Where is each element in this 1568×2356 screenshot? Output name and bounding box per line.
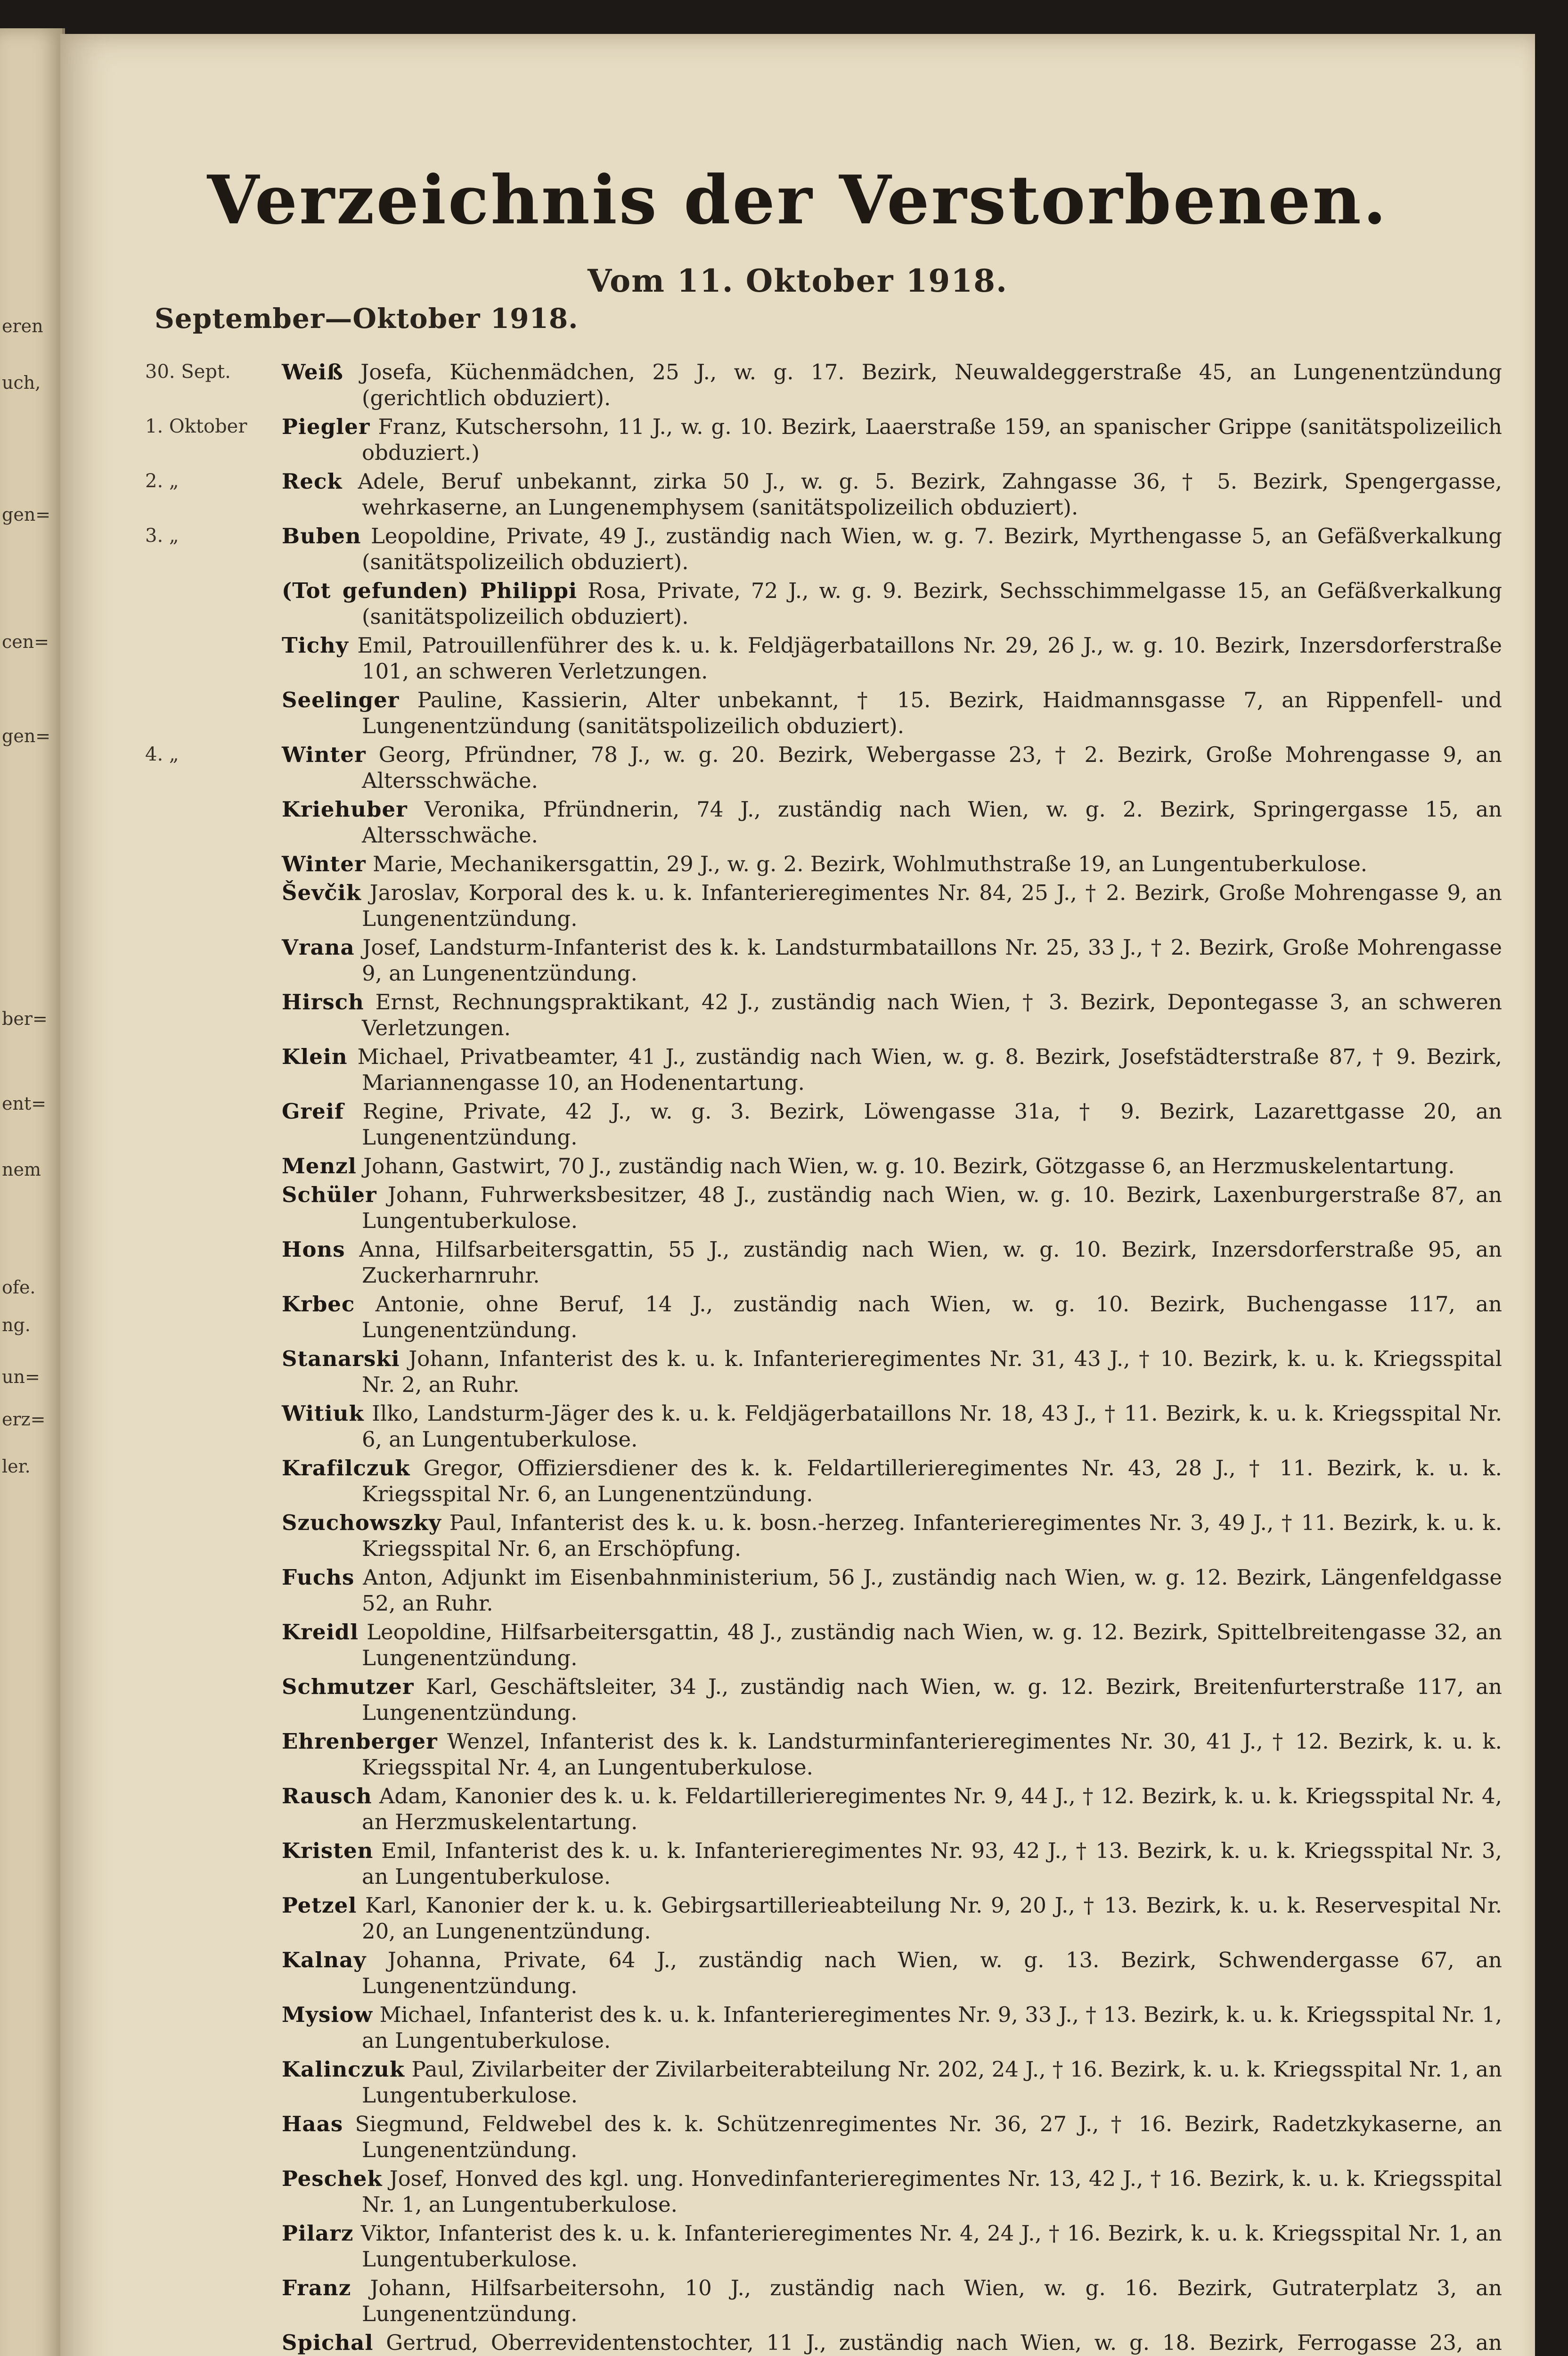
list-item <box>145 1783 1502 1835</box>
list-item <box>145 1346 1502 1398</box>
entry-name: Menzl <box>282 1153 357 1178</box>
list-item <box>145 1236 1502 1288</box>
entry-details: Michael, Infanterist des k. u. k. Infanterieregimentes Nr. 9, 33 J., † 13. Bezirk, k. u. k. Kriegsspital Nr. 1, an Lungentuberkulose. <box>362 2002 1502 2053</box>
entry-text <box>282 2220 1502 2272</box>
entry-text <box>282 468 1502 520</box>
entry-name: Petzel <box>282 1893 357 1918</box>
entry-details: Pauline, Kassierin, Alter unbekannt, † 15. Bezirk, Haidmannsgasse 7, an Rippenfell- und Lungenentzündung (sanitätspolizeilich obduziert). <box>362 687 1502 738</box>
entry-name: Kreidl <box>282 1620 359 1644</box>
entry-name: Reck <box>282 469 343 494</box>
entry-text <box>282 2056 1502 2108</box>
entry-name: Hirsch <box>282 990 364 1014</box>
entry-name: (Tot gefunden) Philippi <box>282 578 578 603</box>
entry-details: Karl, Geschäftsleiter, 34 J., zuständig nach Wien, w. g. 12. Bezirk, Breitenfurterstraße 117, an Lungenentzündung. <box>362 1674 1502 1725</box>
left-page-fragment: ng. <box>2 1315 31 1335</box>
entry-name: Witiuk <box>282 1401 364 1426</box>
list-item <box>145 934 1502 986</box>
entry-details: Josef, Landsturm-Infanterist des k. k. Landsturmbataillons Nr. 25, 33 J., † 2. Bezirk, Große Mohrengasse 9, an Lungenentzündung. <box>362 935 1502 986</box>
entry-date: 30. Sept. <box>145 361 231 383</box>
entry-details: Ernst, Rechnungspraktikant, 42 J., zuständig nach Wien, † 3. Bezirk, Depontegasse 3, an schweren Verletzungen. <box>362 990 1502 1040</box>
list-item <box>145 578 1502 630</box>
entry-name: Franz <box>282 2275 351 2300</box>
left-page-fragment: ent= <box>2 1093 47 1114</box>
left-page-fragment: uch, <box>2 372 41 393</box>
list-item <box>145 1510 1502 1562</box>
entry-text <box>282 1455 1502 1507</box>
list-item <box>145 414 1502 466</box>
entry-details: Rosa, Private, 72 J., w. g. 9. Bezirk, Sechsschimmelgasse 15, an Gefäßverkalkung (sanitätspolizeilich obduziert). <box>362 578 1503 629</box>
list-item <box>145 2220 1502 2272</box>
entry-text <box>282 523 1502 575</box>
entry-text <box>282 2111 1502 2163</box>
entry-details: Josef, Honved des kgl. ung. Honvedinfanterieregimentes Nr. 13, 42 J., † 16. Bezirk, k. u. k. Kriegsspital Nr. 1, an Lungentuberkulose. <box>362 2166 1502 2217</box>
entry-text <box>282 1674 1502 1726</box>
entry-text <box>282 2275 1502 2327</box>
entry-name: Klein <box>282 1044 348 1069</box>
entry-name: Ehrenberger <box>282 1729 438 1754</box>
list-item <box>145 2056 1502 2108</box>
entry-text <box>282 796 1502 848</box>
list-item <box>145 1728 1502 1780</box>
entry-details: Jaroslav, Korporal des k. u. k. Infanterieregimentes Nr. 84, 25 J., † 2. Bezirk, Große Mohrengasse 9, an Lungenentzündung. <box>362 880 1502 931</box>
list-item <box>145 2330 1502 2356</box>
entry-name: Szuchowszky <box>282 1510 441 1535</box>
entry-name: Pilarz <box>282 2221 354 2246</box>
entry-text <box>282 632 1502 684</box>
entry-text <box>282 1291 1502 1343</box>
entry-text <box>282 2166 1502 2217</box>
entry-text <box>282 1400 1502 1452</box>
entry-text <box>282 1346 1502 1398</box>
list-item <box>145 1044 1502 1096</box>
entry-name: Rausch <box>282 1783 372 1808</box>
entry-name: Haas <box>282 2111 343 2136</box>
entry-name: Winter <box>282 851 366 876</box>
list-item <box>145 1619 1502 1671</box>
entry-details: Siegmund, Feldwebel des k. k. Schützenregimentes Nr. 36, 27 J., † 16. Bezirk, Radetzkykaserne, an Lungenentzündung. <box>355 2111 1502 2162</box>
entry-details: Josefa, Küchenmädchen, 25 J., w. g. 17. Bezirk, Neuwaldeggerstraße 45, an Lungenentzündung (gerichtlich obduziert). <box>360 360 1502 410</box>
entry-details: Johann, Fuhrwerksbesitzer, 48 J., zuständig nach Wien, w. g. 10. Bezirk, Laxenburgerstraße 87, an Lungentuberkulose. <box>362 1182 1502 1233</box>
list-item <box>145 1098 1502 1150</box>
list-item <box>145 2002 1502 2053</box>
entry-text <box>282 880 1502 932</box>
entry-details: Adam, Kanonier des k. u. k. Feldartillerieregimentes Nr. 9, 44 J., † 12. Bezirk, k. u. k. Kriegsspital Nr. 4, an Herzmuskelentartung. <box>362 1783 1502 1834</box>
entry-name: Spichal <box>282 2330 374 2355</box>
entry-details: Veronika, Pfründnerin, 74 J., zuständig nach Wien, w. g. 2. Bezirk, Springergasse 15, an Altersschwäche. <box>362 797 1503 848</box>
entry-details: Leopoldine, Hilfsarbeitersgattin, 48 J., zuständig nach Wien, w. g. 12. Bezirk, Spittelbreitengasse 32, an Lungenentzündung. <box>362 1620 1502 1670</box>
entry-text <box>282 1947 1502 1999</box>
entry-text <box>282 1564 1502 1616</box>
page-subtitle: Vom 11. Oktober 1918. <box>587 262 1008 299</box>
entry-name: Schmutzer <box>282 1674 414 1699</box>
entry-text <box>282 359 1502 411</box>
list-item <box>145 2275 1502 2327</box>
entry-name: Winter <box>282 742 366 767</box>
entry-date: 3. „ <box>145 525 179 547</box>
entry-name: Kalinczuk <box>282 2057 405 2082</box>
entry-details: Georg, Pfründner, 78 J., w. g. 20. Bezirk, Webergasse 23, † 2. Bezirk, Große Mohrengasse 9, an Altersschwäche. <box>362 742 1502 793</box>
entry-details: Antonie, ohne Beruf, 14 J., zuständig nach Wien, w. g. 10. Bezirk, Buchengasse 117, an Lungenentzündung. <box>362 1292 1502 1342</box>
list-item <box>145 851 1502 877</box>
left-page-fragment: erz= <box>2 1409 46 1430</box>
list-item <box>145 468 1502 520</box>
entry-details: Ilko, Landsturm-Jäger des k. u. k. Feldjägerbataillons Nr. 18, 43 J., † 11. Bezirk, k. u. k. Kriegsspital Nr. 6, an Lungentuberkulose. <box>362 1401 1503 1452</box>
entry-details: Emil, Infanterist des k. u. k. Infanterieregimentes Nr. 93, 42 J., † 13. Bezirk, k. u. k. Kriegsspital Nr. 3, an Lungentuberkulose. <box>362 1838 1502 1889</box>
list-item <box>145 1564 1502 1616</box>
entry-details: Johann, Infanterist des k. u. k. Infanterieregimentes Nr. 31, 43 J., † 10. Bezirk, k. u. k. Kriegsspital Nr. 2, an Ruhr. <box>362 1346 1502 1397</box>
entry-details: Adele, Beruf unbekannt, zirka 50 J., w. g. 5. Bezirk, Zahngasse 36, † 5. Bezirk, Spengergasse, wehrkaserne, an Lungenemphysem (sanitätspolizeilich obduziert). <box>358 469 1503 520</box>
left-page-fragment: ler. <box>2 1456 31 1477</box>
entry-details: Johann, Gastwirt, 70 J., zuständig nach Wien, w. g. 10. Bezirk, Götzgasse 6, an Herzmuskelentartung. <box>363 1153 1455 1178</box>
entry-details: Michael, Privatbeamter, 41 J., zuständig nach Wien, w. g. 8. Bezirk, Josefstädterstraße 87, † 9. Bezirk, Mariannengasse 10, an Hodenentartung. <box>357 1044 1502 1095</box>
entries-list <box>145 359 1502 2356</box>
entry-details: Paul, Zivilarbeiter der Zivilarbeiterabteilung Nr. 202, 24 J., † 16. Bezirk, k. u. k. Kriegsspital Nr. 1, an Lungentuberkulose. <box>362 2057 1502 2108</box>
entry-date: 2. „ <box>145 470 179 492</box>
document-page <box>60 34 1535 2356</box>
entry-details: Wenzel, Infanterist des k. k. Landsturminfanterieregimentes Nr. 30, 41 J., † 12. Bezirk, k. u. k. Kriegsspital Nr. 4, an Lungentuberkulose. <box>362 1729 1502 1780</box>
entry-details: Regine, Private, 42 J., w. g. 3. Bezirk, Löwengasse 31a, † 9. Bezirk, Lazarettgasse 20, an Lungenentzündung. <box>362 1099 1503 1150</box>
entry-text <box>282 742 1502 794</box>
entry-details: Marie, Mechanikersgattin, 29 J., w. g. 2. Bezirk, Wohlmuthstraße 19, an Lungentuberkulose. <box>373 851 1368 876</box>
list-item <box>145 2111 1502 2163</box>
entry-details: Anton, Adjunkt im Eisenbahnministerium, 56 J., zuständig nach Wien, w. g. 12. Bezirk, Längenfeldgasse 52, an Ruhr. <box>362 1565 1503 1616</box>
entry-text <box>282 687 1502 739</box>
list-item <box>145 523 1502 575</box>
entry-details: Viktor, Infanterist des k. u. k. Infanterieregimentes Nr. 4, 24 J., † 16. Bezirk, k. u. k. Kriegsspital Nr. 1, an Lungentuberkulose. <box>360 2221 1502 2272</box>
list-item <box>145 1892 1502 1944</box>
entry-details: Franz, Kutschersohn, 11 J., w. g. 10. Bezirk, Laaerstraße 159, an spanischer Grippe (sanitätspolizeilich obduziert.) <box>362 414 1502 465</box>
list-item <box>145 989 1502 1041</box>
entry-date: 1. Oktober <box>145 416 247 437</box>
list-item <box>145 1674 1502 1726</box>
list-item <box>145 1182 1502 1234</box>
entry-text <box>282 989 1502 1041</box>
entry-date: 4. „ <box>145 744 179 765</box>
list-item <box>145 1153 1502 1179</box>
list-item <box>145 1400 1502 1452</box>
entry-text <box>282 1619 1502 1671</box>
left-page-fragment: eren <box>2 316 43 336</box>
entry-details: Leopoldine, Private, 49 J., zuständig nach Wien, w. g. 7. Bezirk, Myrthengasse 5, an Gefäßverkalkung (sanitätspolizeilich obduziert). <box>362 524 1502 574</box>
list-item <box>145 1455 1502 1507</box>
entry-details: Anna, Hilfsarbeitersgattin, 55 J., zuständig nach Wien, w. g. 10. Bezirk, Inzersdorferstraße 95, an Zuckerharnruhr. <box>359 1237 1502 1288</box>
entry-text <box>282 934 1502 986</box>
list-item <box>145 632 1502 684</box>
left-page-fragment: nem <box>2 1159 41 1180</box>
entry-name: Vrana <box>282 935 355 960</box>
entry-name: Kalnay <box>282 1947 367 1972</box>
entry-text <box>282 414 1502 466</box>
entry-text <box>282 851 1502 877</box>
entry-name: Krafilczuk <box>282 1456 410 1481</box>
entry-text <box>282 1510 1502 1562</box>
left-page-fragment: cen= <box>2 631 49 652</box>
entry-text <box>282 2330 1502 2356</box>
entry-name: Krbec <box>282 1292 355 1317</box>
list-item <box>145 1947 1502 1999</box>
entry-text <box>282 1728 1502 1780</box>
entry-name: Buben <box>282 524 361 548</box>
entry-name: Seelinger <box>282 687 400 712</box>
page-title: Verzeichnis der Verstorbenen. <box>207 161 1388 239</box>
left-page-fragment: gen= <box>2 726 51 746</box>
entry-details: Gertrud, Oberrevidentenstochter, 11 J., zuständig nach Wien, w. g. 18. Bezirk, Ferrogasse 23, an <box>386 2330 1502 2355</box>
list-item <box>145 2166 1502 2217</box>
entry-text <box>282 1783 1502 1835</box>
left-page-fragment: ber= <box>2 1008 48 1029</box>
entry-text <box>282 1892 1502 1944</box>
entry-details: Johanna, Private, 64 J., zuständig nach Wien, w. g. 13. Bezirk, Schwendergasse 67, an Lungenentzündung. <box>362 1947 1502 1998</box>
list-item <box>145 742 1502 794</box>
entry-name: Kristen <box>282 1838 374 1863</box>
entry-name: Ševčik <box>282 880 361 905</box>
entry-text <box>282 1838 1502 1890</box>
entry-name: Kriehuber <box>282 797 408 822</box>
entry-name: Fuchs <box>282 1565 355 1590</box>
list-item <box>145 359 1502 411</box>
entry-name: Hons <box>282 1237 345 1262</box>
entry-details: Emil, Patrouillenführer des k. u. k. Feldjägerbataillons Nr. 29, 26 J., w. g. 10. Bezirk, Inzersdorferstraße 101, an schweren Verletzungen. <box>357 633 1502 684</box>
entry-details: Karl, Kanonier der k. u. k. Gebirgsartillerieabteilung Nr. 9, 20 J., † 13. Bezirk, k. u. k. Reservespital Nr. 20, an Lungenentzündung. <box>362 1893 1502 1944</box>
entry-details: Johann, Hilfsarbeitersohn, 10 J., zuständig nach Wien, w. g. 16. Bezirk, Gutraterplatz 3, an Lungenentzündung. <box>362 2275 1502 2326</box>
entry-text <box>282 1236 1502 1288</box>
left-page-fragment: ofe. <box>2 1277 36 1298</box>
entry-name: Weiß <box>282 360 343 384</box>
entry-name: Piegler <box>282 414 370 439</box>
entry-details: Paul, Infanterist des k. u. k. bosn.-herzeg. Infanterieregimentes Nr. 3, 49 J., † 11. Bezirk, k. u. k. Kriegsspital Nr. 6, an Erschöpfung. <box>362 1510 1502 1561</box>
entry-name: Schüler <box>282 1182 377 1207</box>
entry-text <box>282 1182 1502 1234</box>
left-page-fragment: gen= <box>2 504 51 525</box>
entry-text <box>282 1098 1502 1150</box>
entry-text <box>282 1044 1502 1096</box>
entry-name: Greif <box>282 1099 344 1124</box>
entry-text <box>282 578 1502 630</box>
entry-name: Tichy <box>282 633 349 658</box>
list-item <box>145 796 1502 848</box>
left-page-fragment: un= <box>2 1366 40 1387</box>
entry-details: Gregor, Offiziersdiener des k. k. Feldartillerieregimentes Nr. 43, 28 J., † 11. Bezirk, k. u. k. Kriegsspital Nr. 6, an Lungenentzündung. <box>362 1456 1502 1506</box>
entry-text <box>282 1153 1502 1179</box>
left-page-edge <box>0 28 65 2356</box>
list-item <box>145 687 1502 739</box>
list-item <box>145 1291 1502 1343</box>
entry-name: Mysiow <box>282 2002 373 2027</box>
entry-name: Stanarski <box>282 1346 400 1371</box>
entry-text <box>282 2002 1502 2053</box>
list-item <box>145 880 1502 932</box>
entry-name: Peschek <box>282 2166 383 2191</box>
period-heading: September—Oktober 1918. <box>155 303 579 335</box>
list-item <box>145 1838 1502 1890</box>
